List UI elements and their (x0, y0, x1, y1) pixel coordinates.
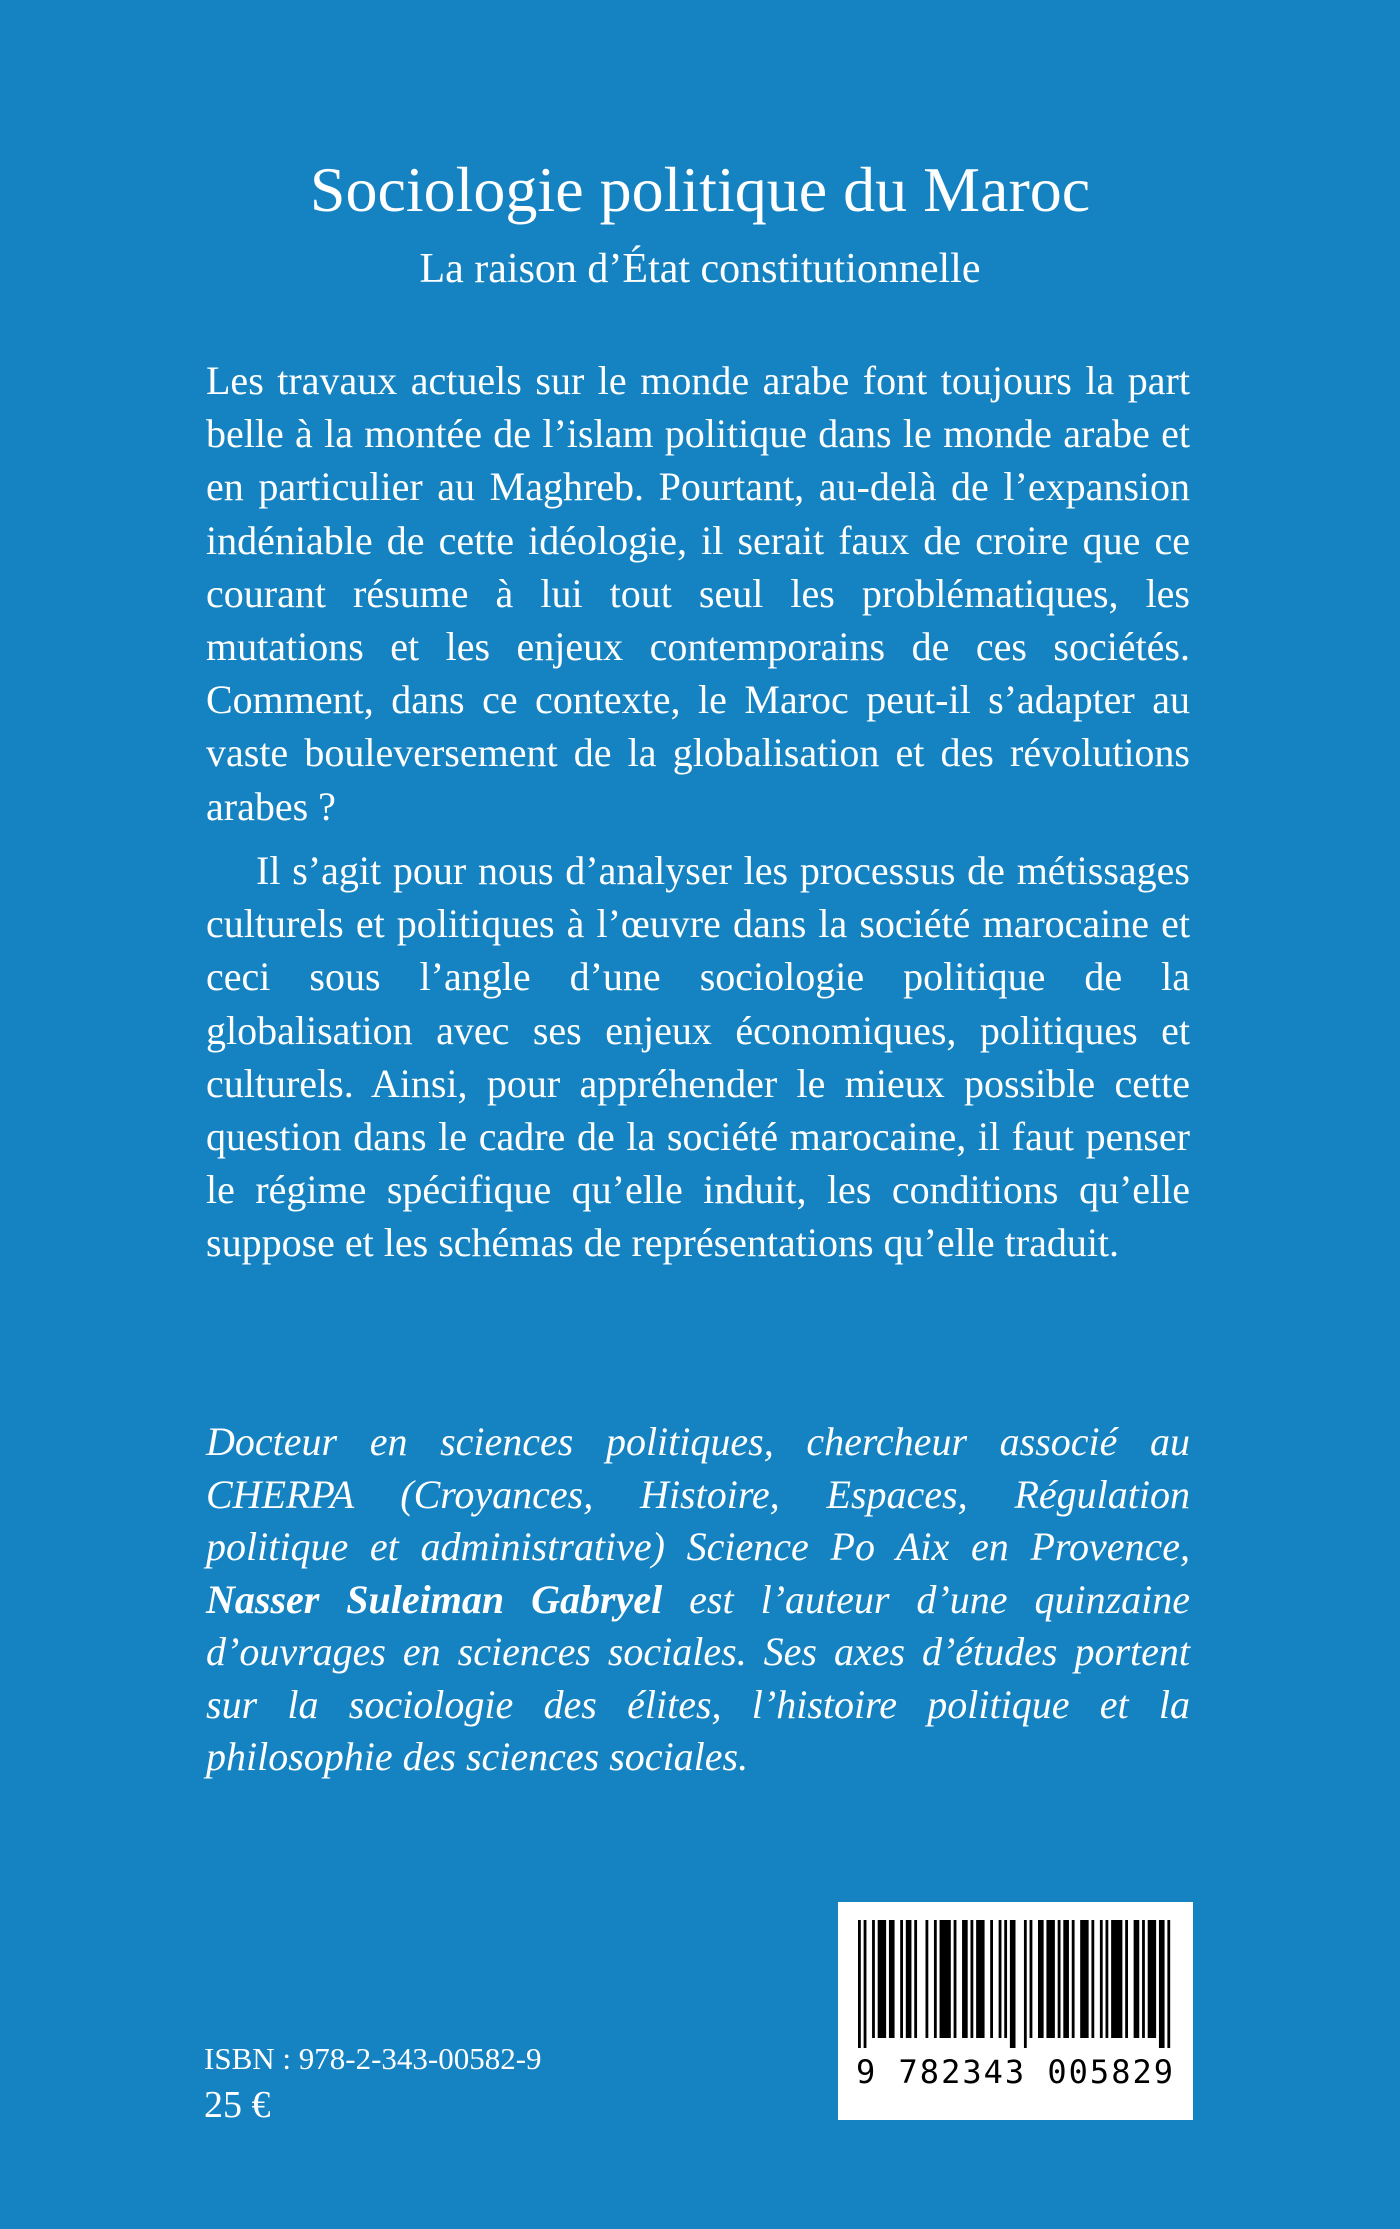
barcode-bar (872, 1920, 875, 2038)
barcode-bar (1111, 1920, 1122, 2038)
barcode (838, 1902, 1193, 2120)
barcode-bar (1142, 1920, 1145, 2038)
barcode-bar (934, 1920, 937, 2038)
barcode-bar (1134, 1920, 1140, 2038)
barcode-bar (962, 1920, 968, 2038)
bio-intro: Docteur en sciences politiques, chercheur associé au CHERPA (Croyances, Histoire, Espaces, Régulation politique et administrative) Science Po Aix en Provence, (206, 1419, 1190, 1569)
barcode-bar (1125, 1920, 1128, 2038)
barcode-bar (864, 1920, 867, 2048)
barcode-bar (1106, 1920, 1109, 2038)
barcode-number: 9 782343 005829 (856, 2053, 1175, 2091)
price-text: 25 € (204, 2084, 271, 2126)
summary-paragraph-2: Il s’agit pour nous d’analyser les processus de métissages culturels et politiques à l’œuvre dans la société marocaine et ceci sous l’angle d’une sociologie politique de la globalisation avec ses enjeux économiques, politiques et culturels. Ainsi, pour appréhender le mieux possible cette question dans le cadre de la société marocaine, il faut penser le régime spécifique qu’elle induit, les conditions qu’elle suppose et les schémas de représentations qu’elle traduit. (206, 848, 1190, 1266)
barcode-bar (1148, 1920, 1156, 2038)
barcode-bar (926, 1920, 929, 2038)
barcode-bar (990, 1920, 993, 2038)
bio-rest: est l’auteur d’une quinzaine d’ouvrages en sciences sociales. Ses axes d’études portent sur la sociologie des élites, l’histoire politique et la philosophie des sciences sociales. (206, 1576, 1191, 1779)
barcode-bar (1030, 1920, 1033, 2038)
author-name: Nasser Suleiman Gabryel (206, 1576, 663, 1622)
barcode-bar (1100, 1920, 1103, 2038)
barcode-bar (1046, 1920, 1054, 2038)
barcode-bar (1004, 1920, 1007, 2038)
barcode-bar (1010, 1920, 1016, 2048)
book-title: Sociologie politique du Maroc (309, 154, 1091, 225)
barcode-bar (914, 1920, 917, 2038)
barcode-bar (940, 1920, 951, 2038)
barcode-bar (1024, 1920, 1027, 2048)
author-bio (206, 1416, 1190, 1784)
barcode-bar (1080, 1920, 1088, 2038)
summary-paragraph-1: Les travaux actuels sur le monde arabe font toujours la part belle à la montée de l’islam politique dans le monde arabe et en particulier au Maghreb. Pourtant, au-delà de l’expansion indéniable de cette idéologie, il serait faux de croire que ce courant résume à lui tout seul les problématiques, les mutations et les enjeux contemporains de ces sociétés. Comment, dans ce contexte, le Maroc peut-il s’adapter au vaste bouleversement de la globalisation et des révolutions arabes ? (206, 358, 1190, 829)
barcode-bar (999, 1920, 1002, 2038)
barcode-bar (1072, 1920, 1075, 2038)
barcode-bar (878, 1920, 886, 2038)
barcode-bar (858, 1920, 861, 2048)
barcode-bar (1058, 1920, 1061, 2038)
barcode-bars (858, 1920, 1173, 2048)
barcode-bar (906, 1920, 912, 2038)
barcode-bar (971, 1920, 974, 2038)
barcode-bar (1167, 1920, 1170, 2048)
barcode-bar (976, 1920, 984, 2038)
book-subtitle: La raison d’État constitutionnelle (419, 246, 981, 292)
barcode-bar (900, 1920, 903, 2038)
barcode-bar (1038, 1920, 1044, 2038)
barcode-bar (1159, 1920, 1165, 2048)
barcode-bar (1091, 1920, 1094, 2038)
barcode-bar (1063, 1920, 1069, 2038)
barcode-bar (889, 1920, 895, 2038)
barcode-bar (954, 1920, 957, 2038)
isbn-text: ISBN : 978-2-343-00582-9 (204, 2041, 542, 2076)
